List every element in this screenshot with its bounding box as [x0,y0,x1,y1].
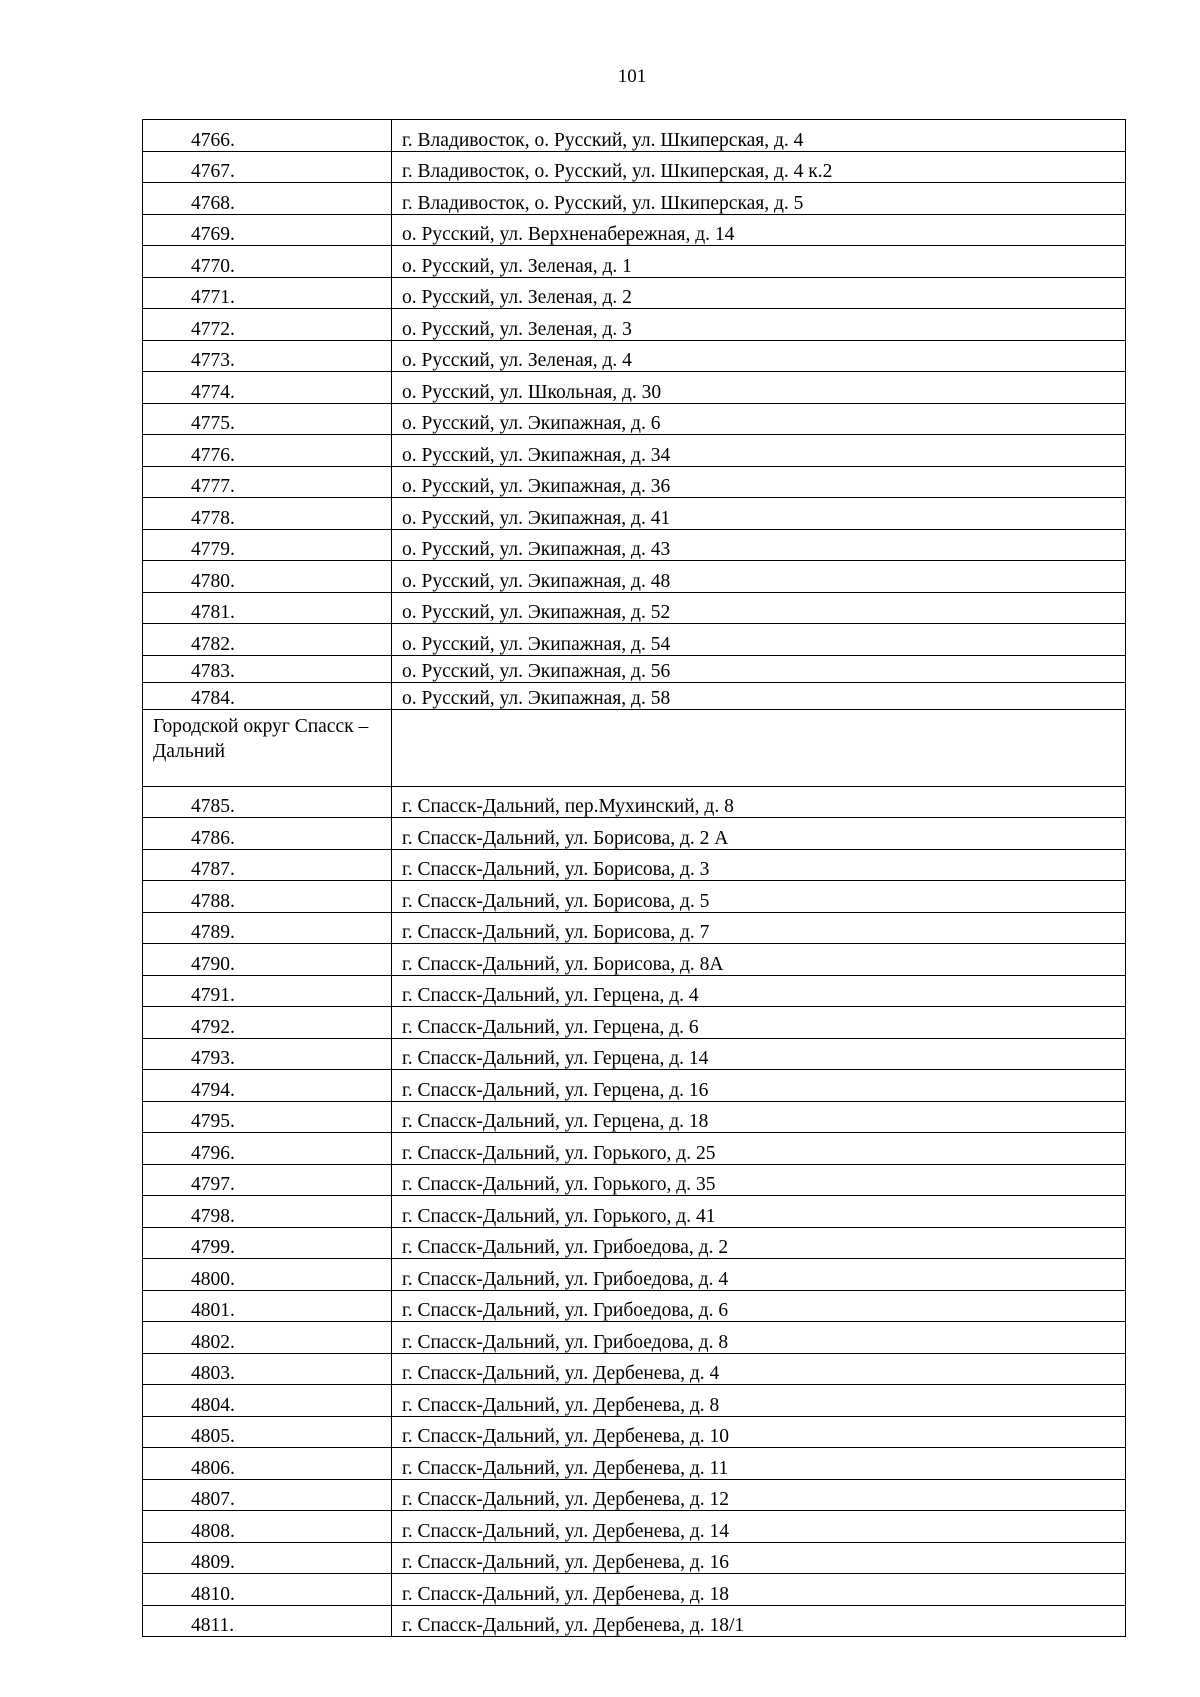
table-row [143,1574,1126,1606]
row-number: 4784. [143,682,392,709]
row-address: г. Спасск-Дальний, ул. Дербенева, д. 18 [392,1574,1126,1606]
row-address: о. Русский, ул. Зеленая, д. 4 [392,340,1126,372]
table-row [143,498,1126,530]
row-address: г. Владивосток, о. Русский, ул. Шкиперская, д. 5 [392,183,1126,215]
table-row [143,1227,1126,1259]
row-address: г. Спасск-Дальний, ул. Грибоедова, д. 6 [392,1290,1126,1322]
row-number: 4811. [143,1605,392,1637]
row-number: 4779. [143,529,392,561]
table-row [143,466,1126,498]
row-number: 4808. [143,1511,392,1543]
row-number: 4767. [143,151,392,183]
row-number: 4794. [143,1070,392,1102]
row-number: 4775. [143,403,392,435]
table-row [143,246,1126,278]
row-address: о. Русский, ул. Экипажная, д. 54 [392,624,1126,656]
row-number: 4806. [143,1448,392,1480]
row-address: г. Спасск-Дальний, ул. Горького, д. 35 [392,1164,1126,1196]
row-number: 4770. [143,246,392,278]
table-row [143,1007,1126,1039]
row-number: 4800. [143,1259,392,1291]
table-row [143,786,1126,818]
row-address: г. Спасск-Дальний, ул. Дербенева, д. 14 [392,1511,1126,1543]
row-number: 4791. [143,975,392,1007]
row-number: 4795. [143,1101,392,1133]
row-number: 4798. [143,1196,392,1228]
row-address: г. Спасск-Дальний, ул. Грибоедова, д. 4 [392,1259,1126,1291]
row-address: г. Спасск-Дальний, ул. Герцена, д. 6 [392,1007,1126,1039]
table-row [143,1479,1126,1511]
row-address: о. Русский, ул. Экипажная, д. 34 [392,435,1126,467]
table-row [143,1101,1126,1133]
table-row [143,682,1126,709]
table-row [143,403,1126,435]
table-row [143,1290,1126,1322]
group-heading: Городской округ Спасск – Дальний [143,709,392,786]
row-address: о. Русский, ул. Экипажная, д. 58 [392,682,1126,709]
row-address: г. Спасск-Дальний, ул. Герцена, д. 16 [392,1070,1126,1102]
table-row [143,1196,1126,1228]
table-row [143,120,1126,152]
row-number: 4783. [143,655,392,682]
row-address: г. Владивосток, о. Русский, ул. Шкиперская, д. 4 к.2 [392,151,1126,183]
table-row [143,1070,1126,1102]
row-address: о. Русский, ул. Школьная, д. 30 [392,372,1126,404]
row-number: 4807. [143,1479,392,1511]
table-row [143,655,1126,682]
row-number: 4792. [143,1007,392,1039]
table-row [143,309,1126,341]
table-row [143,372,1126,404]
row-address: г. Спасск-Дальний, ул. Борисова, д. 7 [392,912,1126,944]
row-number: 4774. [143,372,392,404]
row-number: 4786. [143,818,392,850]
row-address: г. Спасск-Дальний, ул. Дербенева, д. 4 [392,1353,1126,1385]
table-row [143,1605,1126,1637]
table-row [143,1448,1126,1480]
row-address: г. Спасск-Дальний, ул. Герцена, д. 14 [392,1038,1126,1070]
table-row [143,912,1126,944]
row-number: 4781. [143,592,392,624]
row-address: г. Спасск-Дальний, ул. Горького, д. 25 [392,1133,1126,1165]
group-empty-cell [392,709,1126,786]
row-number: 4793. [143,1038,392,1070]
table-row [143,340,1126,372]
row-number: 4773. [143,340,392,372]
row-number: 4805. [143,1416,392,1448]
table-row [143,592,1126,624]
row-number: 4785. [143,786,392,818]
row-address: г. Спасск-Дальний, ул. Дербенева, д. 18/1 [392,1605,1126,1637]
table-row [143,1353,1126,1385]
row-address: г. Спасск-Дальний, ул. Борисова, д. 2 А [392,818,1126,850]
row-address: г. Спасск-Дальний, ул. Дербенева, д. 16 [392,1542,1126,1574]
row-number: 4810. [143,1574,392,1606]
row-address: о. Русский, ул. Зеленая, д. 2 [392,277,1126,309]
table-row [143,881,1126,913]
row-number: 4789. [143,912,392,944]
row-number: 4804. [143,1385,392,1417]
row-address: о. Русский, ул. Зеленая, д. 3 [392,309,1126,341]
row-number: 4769. [143,214,392,246]
table-row [143,1385,1126,1417]
row-address: г. Владивосток, о. Русский, ул. Шкиперская, д. 4 [392,120,1126,152]
table-row [143,1416,1126,1448]
row-address: г. Спасск-Дальний, ул. Борисова, д. 8А [392,944,1126,976]
table-row [143,529,1126,561]
table-row [143,277,1126,309]
row-number: 4797. [143,1164,392,1196]
row-number: 4787. [143,849,392,881]
row-number: 4771. [143,277,392,309]
row-number: 4802. [143,1322,392,1354]
group-heading-row [143,709,1126,786]
table-row [143,561,1126,593]
table-row [143,151,1126,183]
row-number: 4766. [143,120,392,152]
row-number: 4780. [143,561,392,593]
row-address: г. Спасск-Дальний, ул. Борисова, д. 5 [392,881,1126,913]
row-number: 4778. [143,498,392,530]
row-address: о. Русский, ул. Экипажная, д. 36 [392,466,1126,498]
row-number: 4777. [143,466,392,498]
row-address: г. Спасск-Дальний, ул. Дербенева, д. 11 [392,1448,1126,1480]
table-row [143,849,1126,881]
row-address: г. Спасск-Дальний, ул. Грибоедова, д. 8 [392,1322,1126,1354]
row-number: 4799. [143,1227,392,1259]
table-row [143,624,1126,656]
address-table [142,119,1126,1637]
table-row [143,1038,1126,1070]
row-address: г. Спасск-Дальний, ул. Дербенева, д. 12 [392,1479,1126,1511]
row-address: г. Спасск-Дальний, ул. Дербенева, д. 10 [392,1416,1126,1448]
table-row [143,1164,1126,1196]
address-table-body [143,120,1126,1637]
table-row [143,1511,1126,1543]
table-row [143,1133,1126,1165]
table-row [143,975,1126,1007]
row-address: г. Спасск-Дальний, ул. Герцена, д. 18 [392,1101,1126,1133]
row-number: 4801. [143,1290,392,1322]
table-row [143,214,1126,246]
row-address: о. Русский, ул. Экипажная, д. 41 [392,498,1126,530]
table-row [143,1259,1126,1291]
row-number: 4796. [143,1133,392,1165]
row-address: о. Русский, ул. Зеленая, д. 1 [392,246,1126,278]
row-address: о. Русский, ул. Экипажная, д. 56 [392,655,1126,682]
row-address: г. Спасск-Дальний, ул. Дербенева, д. 8 [392,1385,1126,1417]
row-address: г. Спасск-Дальний, ул. Грибоедова, д. 2 [392,1227,1126,1259]
row-address: о. Русский, ул. Экипажная, д. 48 [392,561,1126,593]
row-address: о. Русский, ул. Экипажная, д. 52 [392,592,1126,624]
row-number: 4803. [143,1353,392,1385]
table-row [143,818,1126,850]
row-number: 4776. [143,435,392,467]
row-address: г. Спасск-Дальний, ул. Горького, д. 41 [392,1196,1126,1228]
row-number: 4788. [143,881,392,913]
row-address: г. Спасск-Дальний, ул. Борисова, д. 3 [392,849,1126,881]
row-number: 4782. [143,624,392,656]
row-number: 4772. [143,309,392,341]
row-address: г. Спасск-Дальний, пер.Мухинский, д. 8 [392,786,1126,818]
table-row [143,435,1126,467]
row-address: о. Русский, ул. Экипажная, д. 43 [392,529,1126,561]
table-row [143,944,1126,976]
row-number: 4790. [143,944,392,976]
row-address: о. Русский, ул. Верхненабережная, д. 14 [392,214,1126,246]
row-address: г. Спасск-Дальний, ул. Герцена, д. 4 [392,975,1126,1007]
table-row [143,1542,1126,1574]
page-number: 101 [617,66,647,87]
row-address: о. Русский, ул. Экипажная, д. 6 [392,403,1126,435]
table-row [143,1322,1126,1354]
row-number: 4809. [143,1542,392,1574]
row-number: 4768. [143,183,392,215]
table-row [143,183,1126,215]
